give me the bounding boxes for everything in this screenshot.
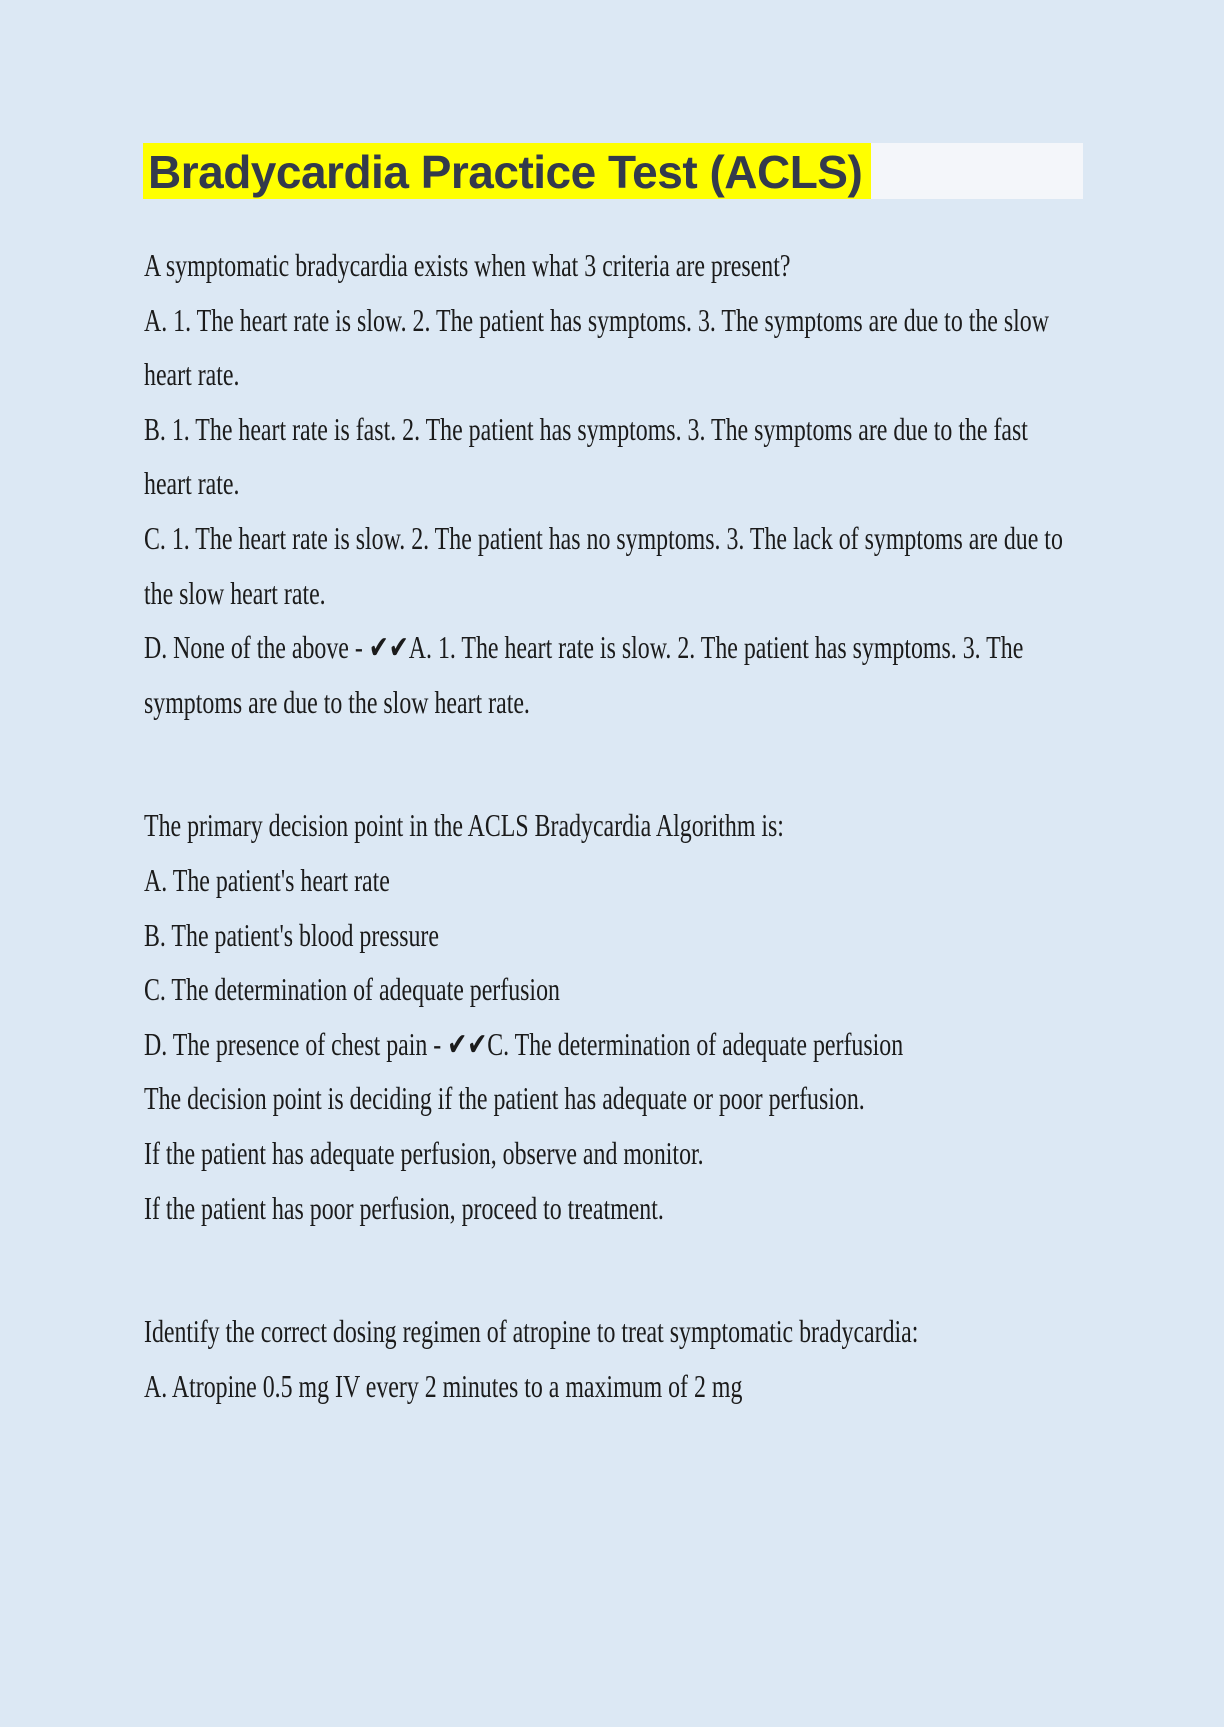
document-body [144,239,1224,1414]
text-line: A. The patient's heart rate [144,862,390,898]
page-title: Bradycardia Practice Test (ACLS) [143,143,871,199]
text-line: If the patient has poor perfusion, proceed to treatment. [144,1190,664,1226]
text-line: symptoms are due to the slow heart rate. [144,684,530,720]
text-line: The decision point is deciding if the patient has adequate or poor perfusion. [144,1081,865,1117]
text-line: D. None of the above - ✔✔A. 1. The heart rate is slow. 2. The patient has symptoms. 3. The [144,630,1024,666]
question-2 [144,799,1224,1236]
text-line: D. The presence of chest pain - ✔✔C. The determination of adequate perfusion [144,1026,904,1062]
text-line: B. The patient's blood pressure [144,917,439,953]
text-line: B. 1. The heart rate is fast. 2. The patient has symptoms. 3. The symptoms are due to the fast [144,411,1028,447]
text-line: The primary decision point in the ACLS Bradycardia Algorithm is: [144,808,784,844]
text-line: A. 1. The heart rate is slow. 2. The patient has symptoms. 3. The symptoms are due to the slow [144,302,1049,338]
text-line: heart rate. [144,357,240,393]
question-3 [144,1305,1224,1414]
document-page [0,143,1224,1414]
question-1 [144,239,1224,730]
text-line: If the patient has adequate perfusion, observe and monitor. [144,1135,704,1171]
text-line: A symptomatic bradycardia exists when what 3 criteria are present? [144,248,791,283]
text-line: C. 1. The heart rate is slow. 2. The patient has no symptoms. 3. The lack of symptoms are due to [144,520,1063,556]
text-line: heart rate. [144,466,240,502]
text-line: C. The determination of adequate perfusion [144,972,560,1008]
text-line: Identify the correct dosing regimen of atropine to treat symptomatic bradycardia: [144,1314,919,1350]
text-line: the slow heart rate. [144,575,326,611]
text-line: A. Atropine 0.5 mg IV every 2 minutes to a maximum of 2 mg [144,1368,743,1404]
title-band [143,143,1083,199]
